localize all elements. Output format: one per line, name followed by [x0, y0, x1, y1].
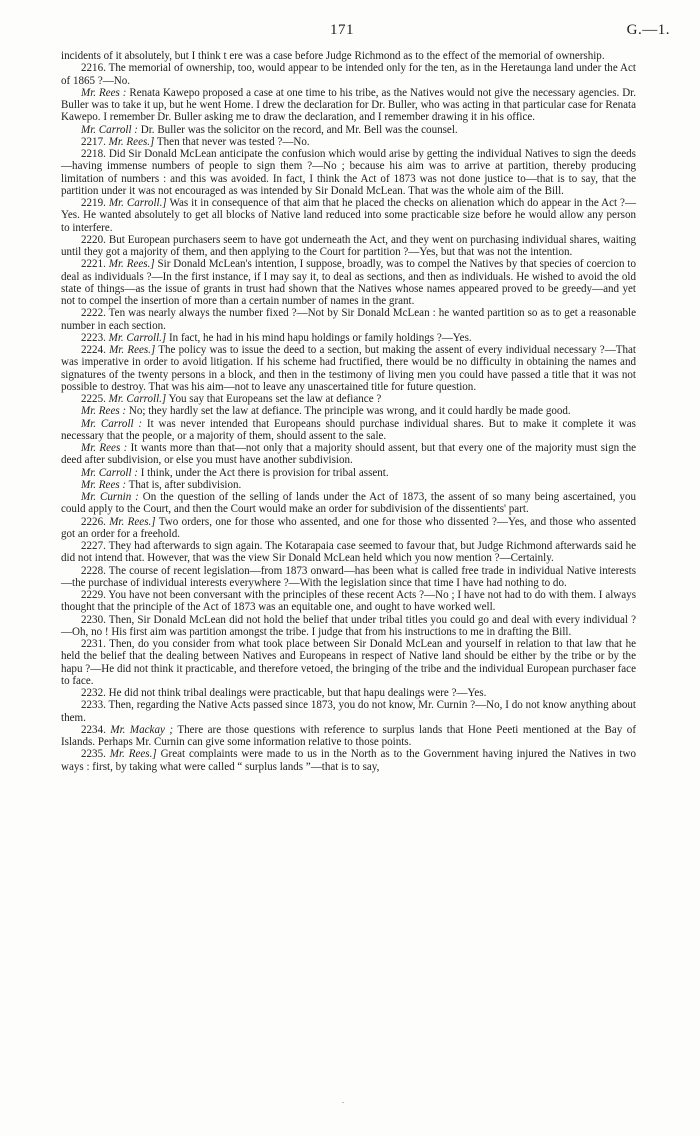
paragraph-text: The policy was to issue the deed to a section, but making the assent of every individual necessary ?—That was imperative in order to avoid litigation. If his scheme had fructified, there would be no difficulty in obtaining the names and signatures of the twenty persons in a block, and then in the testimony of living men you could have passed a title that it was not possible to destroy. That was his aim—not to leave any unascertained title for future question. — [61, 344, 637, 393]
paragraph — [61, 516, 636, 541]
question-number: 2226. — [81, 515, 110, 528]
paragraph — [61, 307, 636, 332]
paragraph — [61, 565, 636, 590]
speaker-name: Mr. Rees : — [81, 442, 128, 454]
paragraph — [61, 467, 636, 479]
paragraph — [61, 479, 636, 491]
paragraph-text: 2216. The memorial of ownership, too, would appear to be intended only for the ten, as in the Heretaunga land under the Act of 1865 ?—No. — [61, 62, 636, 87]
speaker-name: Mr. Rees : — [81, 405, 127, 418]
speaker-name: Mr. Carroll.] — [108, 393, 167, 405]
question-number: 2234. — [81, 723, 111, 736]
paragraph-text: I think, under the Act there is provision for tribal assent. — [137, 466, 389, 479]
paragraph — [61, 234, 636, 259]
paragraph — [61, 344, 636, 393]
body-text — [61, 50, 636, 773]
speaker-name: Mr. Rees : — [81, 478, 127, 491]
question-number: 2219. — [81, 197, 109, 209]
paragraph — [61, 393, 636, 405]
question-number: 2221. — [81, 258, 109, 271]
speaker-name: Mr. Carroll : — [81, 466, 138, 479]
paragraph — [61, 638, 636, 687]
page-code: G.—1. — [626, 22, 670, 38]
paragraph-text: incidents of it absolutely, but I think t ere was a case before Judge Richmond as to the effect of the memorial of ownership. — [61, 50, 605, 62]
paragraph-text: Sir Donald McLean's intention, I suppose, broadly, was to compel the Natives by that species of coercion to deal as individuals ?—In the first instance, if I may say it, to deal as sections, and then as individuals. He wished to avoid the old state of things—as the issue of grants in trust had shown that the Natives whose names appeared proved to be greedy—and yet not to compel the insertion of more than a certain number of names in the grant. — [61, 258, 637, 307]
page-header — [0, 22, 700, 42]
paragraph-text: 2231. Then, do you consider from what took place between Sir Donald McLean and yourself in relation to that law that he held the belief that the dealing between Natives and Europeans in respect of Native land should be either by the tribe or by the hapu ?—He did not think it practicable, and therefore vetoed, the bringing of the tribe and the individual European purchaser face to face. — [61, 638, 636, 687]
paragraph-text: Great complaints were made to us in the North as to the Government having injured the Natives in two ways : first, by taking what were called “ surplus lands ”—that is to say, — [61, 748, 636, 773]
paragraph-text: 2228. The course of recent legislation—from 1873 onward—has been what is called free trade in individual Native interests—the purchase of individual interests everywhere ?—With the legislation since that time I have had nothing to do. — [61, 564, 636, 589]
speaker-name: Mr. Rees.] — [108, 135, 155, 148]
paragraph-text: It was never intended that Europeans should purchase individual shares. But to make it complete it was necessary that the people, or a majority of them, should assent to the sale. — [61, 417, 636, 442]
speaker-name: Mr. Rees.] — [108, 258, 155, 271]
paragraph — [61, 442, 636, 467]
paragraph — [61, 614, 636, 639]
speaker-name: Mr. Rees : — [81, 86, 127, 99]
paragraph-text: No; they hardly set the law at defiance. The principle was wrong, and it could hardly be made good. — [126, 405, 571, 418]
paragraph — [61, 589, 636, 614]
question-number: 2224. — [81, 344, 110, 356]
paragraph-text: There are those questions with reference to surplus lands that Hone Peeti mentioned at the Bay of Islands. Perhaps Mr. Curnin can give some information relative to those points. — [61, 723, 637, 748]
paragraph — [61, 258, 636, 307]
paragraph — [61, 50, 636, 62]
speaker-name: Mr. Mackay ; — [110, 723, 174, 736]
paragraph — [61, 540, 636, 565]
paragraph — [61, 197, 636, 234]
paragraph-text: 2232. He did not think tribal dealings were practicable, but that hapu dealings were ?—Yes. — [81, 687, 487, 699]
page-number: 171 — [330, 22, 354, 38]
question-number: 2217. — [81, 135, 109, 148]
question-number: 2223. — [81, 331, 109, 344]
paragraph — [61, 405, 636, 417]
paragraph — [61, 136, 636, 148]
paragraph-text: You say that Europeans set the law at defiance ? — [166, 393, 382, 405]
paragraph-text: It wants more than that—not only that a majority should assent, but that every one of the majority must sign the deed after subdivision, or else you must have another subdivision. — [61, 442, 637, 467]
speaker-name: Mr. Carroll : — [81, 123, 138, 136]
print-speck — [342, 1102, 344, 1103]
paragraph — [61, 87, 636, 124]
paragraph-text: That is, after subdivision. — [126, 478, 242, 491]
paragraph-text: 2222. Ten was nearly always the number fixed ?—Not by Sir Donald McLean : he wanted partition so as to get a reasonable number in each section. — [61, 307, 636, 332]
paragraph-text: Renata Kawepo proposed a case at one time to his tribe, as the Natives would not give the necessary agencies. Dr. Buller was to take it up, but he went Home. I drew the declaration for Dr. Buller, who was acting in that particular case for Renata Kawepo. I remember Dr. Buller asking me to draw the declaration, and I remember drawing it in his office. — [61, 86, 637, 124]
paragraph-text: On the question of the selling of lands under the Act of 1873, the assent of so many being ascertained, you could apply to the Court, and then the Court would make an order for subdivision of the dissentients' part. — [61, 491, 636, 516]
paragraph — [61, 332, 636, 344]
speaker-name: Mr. Carroll : — [81, 417, 143, 430]
paragraph-text: In fact, he had in his mind hapu holdings or family holdings ?—Yes. — [166, 331, 472, 344]
paragraph-text: 2229. You have not been conversant with the principles of these recent Acts ?—No ; I have not had to do with them. I always thought that the principle of the Act of 1873 was an equitable one, and ought to have worked well. — [61, 589, 636, 614]
paragraph-text: Two orders, one for those who assented, and one for those who dissented ?—Yes, and those who assented got an order for a freehold. — [61, 515, 636, 540]
speaker-name: Mr. Rees.] — [109, 748, 157, 761]
paragraph-text: 2233. Then, regarding the Native Acts passed since 1873, you do not know, Mr. Curnin ?—No, I do not know anything about them. — [61, 699, 636, 724]
paragraph-text: 2227. They had afterwards to sign again. The Kotarapaia case seemed to favour that, but Judge Richmond afterwards said he did not intend that. However, that was the view Sir Donald McLean held which you now mention ?—Certainly. — [61, 540, 636, 565]
paragraph — [61, 687, 636, 699]
speaker-name: Mr. Rees.] — [109, 515, 156, 528]
paragraph-text: Then that never was tested ?—No. — [154, 135, 310, 148]
paragraph-text: Was it in consequence of that aim that he placed the checks on alienation which do appear in the Act ?—Yes. He wanted absolutely to get all blocks of Native land reduced into some practicable size before he would allow any person to interfere. — [61, 197, 637, 234]
question-number: 2235. — [81, 748, 110, 761]
speaker-name: Mr. Carroll.] — [108, 197, 167, 209]
paragraph — [61, 724, 636, 749]
paragraph — [61, 418, 636, 443]
paragraph — [61, 748, 636, 773]
paragraph-text: Dr. Buller was the solicitor on the record, and Mr. Bell was the counsel. — [137, 123, 458, 136]
speaker-name: Mr. Rees.] — [109, 344, 156, 356]
paragraph-text: 2220. But European purchasers seem to have got underneath the Act, and they went on purchasing individual shares, waiting until they got a majority of them, and then applying to the Court for partition ?—Yes, but that was not the intention. — [61, 233, 636, 258]
question-number: 2225. — [81, 393, 109, 405]
paragraph — [61, 124, 636, 136]
paragraph-text: 2218. Did Sir Donald McLean anticipate the confusion which would arise by getting the individual Natives to sign the deeds—having immense numbers of people to sign them ?—No ; because his aim was to arrive at partition, thereby producing limitation of numbers : and this was avoided. In fact, I think the Act of 1873 was not done justice to—that is to say, that the partition under it was not encouraged as was intended by Sir Donald McLean. That was the whole aim of the Bill. — [61, 148, 636, 197]
paragraph-text: 2230. Then, Sir Donald McLean did not hold the belief that under tribal titles you could go and deal with every individual ?—Oh, no ! His first aim was partition amongst the tribe. I judge that from his instructions to me in drafting the Bill. — [61, 613, 636, 638]
paragraph — [61, 491, 636, 516]
paragraph — [61, 699, 636, 724]
paragraph — [61, 148, 636, 197]
speaker-name: Mr. Carroll.] — [108, 331, 167, 344]
paragraph — [61, 62, 636, 87]
speaker-name: Mr. Curnin : — [81, 491, 139, 503]
